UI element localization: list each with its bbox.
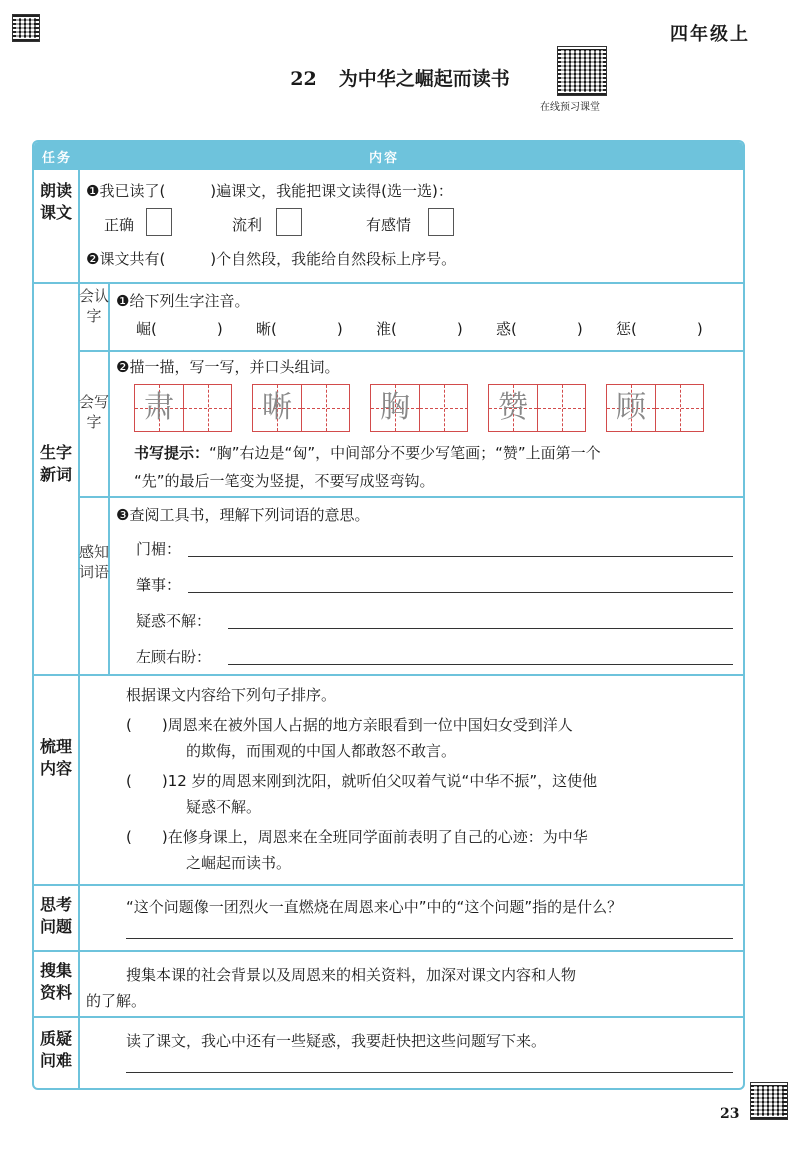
trace-character: 胸: [380, 390, 410, 425]
writing-grid[interactable]: [606, 384, 704, 432]
trace-character: 顾: [616, 390, 646, 425]
sort-item-1-line-1[interactable]: ( )周恩来在被外国人占据的地方亲眼看到一位中国妇女受到洋人: [126, 716, 573, 734]
answer-line[interactable]: [188, 556, 733, 557]
reading-question-1: ❶我已读了( )遍课文，我能把课文读得(选一选)：: [86, 182, 453, 200]
trace-character: 肃: [144, 390, 174, 425]
writing-tip-text: “胸”右边是“匈”，中间部分不要少写笔画；“赞”上面第一个: [209, 444, 601, 462]
lesson-number: 22: [290, 68, 317, 90]
new-words-label: 生字新词: [39, 443, 72, 484]
grade-label: 四年级上: [670, 24, 750, 45]
row-divider: [34, 674, 743, 676]
writing-tip-line-1: [134, 442, 601, 463]
practice-cell[interactable]: [183, 385, 232, 431]
practice-cell[interactable]: [655, 385, 704, 431]
words-instruction: ❸查阅工具书，理解下列词语的意思。: [116, 506, 370, 524]
preview-qr-code-icon[interactable]: [557, 46, 607, 96]
sort-item-3-line-2: 之崛起而读书。: [186, 854, 292, 872]
lesson-title-text: 为中华之崛起而读书: [338, 68, 510, 90]
answer-line[interactable]: [188, 592, 733, 593]
sort-item-3-line-1[interactable]: ( )在修身课上，周恩来在全班同学面前表明了自己的心迹：为中华: [126, 828, 588, 846]
pinyin-item[interactable]: 淮( ): [376, 320, 463, 338]
write-instruction: ❷描一描，写一写，并口头组词。: [116, 358, 340, 376]
corner-qr-code-icon: [12, 14, 40, 42]
option-fluent-label: 流利: [232, 216, 263, 234]
answer-line[interactable]: [228, 664, 733, 665]
option-correct-checkbox[interactable]: [146, 208, 172, 236]
recognize-sublabel: 会认字: [79, 287, 110, 325]
doubt-label: 质疑问难: [39, 1029, 72, 1070]
writing-grid[interactable]: [252, 384, 350, 432]
pinyin-item[interactable]: 崛( ): [136, 320, 223, 338]
answer-line[interactable]: [228, 628, 733, 629]
qr-label: 在线预习课堂: [540, 102, 600, 113]
writing-tip-label: 书写提示：: [134, 444, 210, 462]
sort-item-2-line-2: 疑惑不解。: [186, 798, 262, 816]
row-divider: [34, 884, 743, 886]
sort-item-1-line-2: 的欺侮，而围观的中国人都敢怒不敢言。: [186, 742, 457, 760]
table-header: [34, 142, 743, 170]
think-label: 思考问题: [39, 895, 72, 936]
word-item: 肇事：: [136, 576, 182, 594]
option-emotion-label: 有感情: [366, 216, 412, 234]
row-divider: [78, 350, 743, 352]
recognize-instruction: ❶给下列生字注音。: [116, 292, 250, 310]
word-item: 左顾右盼：: [136, 648, 212, 666]
pinyin-item[interactable]: 惑( ): [496, 320, 583, 338]
reading-question-2: ❷课文共有( )个自然段，我能给自然段标上序号。: [86, 250, 457, 268]
page-number: 23: [720, 1106, 740, 1122]
sort-instruction: 根据课文内容给下列句子排序。: [126, 686, 337, 704]
collect-line-2: 的了解。: [86, 992, 147, 1010]
word-item: 疑惑不解：: [136, 612, 212, 630]
option-fluent-checkbox[interactable]: [276, 208, 302, 236]
option-correct-label: 正确: [104, 216, 135, 234]
header-content: 内容: [369, 151, 400, 166]
task-table: [32, 140, 745, 1090]
writing-grid[interactable]: [134, 384, 232, 432]
practice-cell[interactable]: [537, 385, 586, 431]
subcolumn-divider: [108, 282, 110, 674]
collect-label: 搜集资料: [39, 961, 72, 1002]
practice-cell[interactable]: [419, 385, 468, 431]
row-divider: [34, 1016, 743, 1018]
pinyin-item[interactable]: 晰( ): [256, 320, 343, 338]
trace-character: 赞: [498, 390, 528, 425]
row-divider: [34, 950, 743, 952]
footer-qr-code-icon[interactable]: [750, 1082, 788, 1120]
answer-line[interactable]: [126, 1072, 733, 1073]
write-sublabel: 会写字: [79, 393, 110, 431]
pinyin-item[interactable]: 惩( ): [616, 320, 703, 338]
sort-item-2-line-1[interactable]: ( )12 岁的周恩来刚到沈阳，就听伯父叹着气说“中华不振”，这使他: [126, 772, 598, 790]
think-question: “这个问题像一团烈火一直燃烧在周恩来心中”中的“这个问题”指的是什么？: [126, 898, 623, 916]
header-task: 任务: [42, 151, 73, 166]
practice-cell[interactable]: [301, 385, 350, 431]
writing-tip-line-2: “先”的最后一笔变为竖提，不要写成竖弯钩。: [134, 472, 435, 490]
writing-grid[interactable]: [370, 384, 468, 432]
doubt-text: 读了课文，我心中还有一些疑惑，我要赶快把这些问题写下来。: [126, 1032, 547, 1050]
writing-grid[interactable]: [488, 384, 586, 432]
sort-label: 梳理内容: [39, 737, 72, 778]
trace-character: 晰: [262, 390, 292, 425]
word-item: 门楣：: [136, 540, 182, 558]
option-emotion-checkbox[interactable]: [428, 208, 454, 236]
answer-line[interactable]: [126, 938, 733, 939]
lesson-title: [0, 64, 800, 91]
words-sublabel: 感知词语: [79, 543, 110, 581]
row-divider: [34, 282, 743, 284]
row-divider: [78, 496, 743, 498]
reading-label: 朗读课文: [39, 181, 72, 222]
collect-line-1: 搜集本课的社会背景以及周恩来的相关资料，加深对课文内容和人物: [126, 966, 577, 984]
